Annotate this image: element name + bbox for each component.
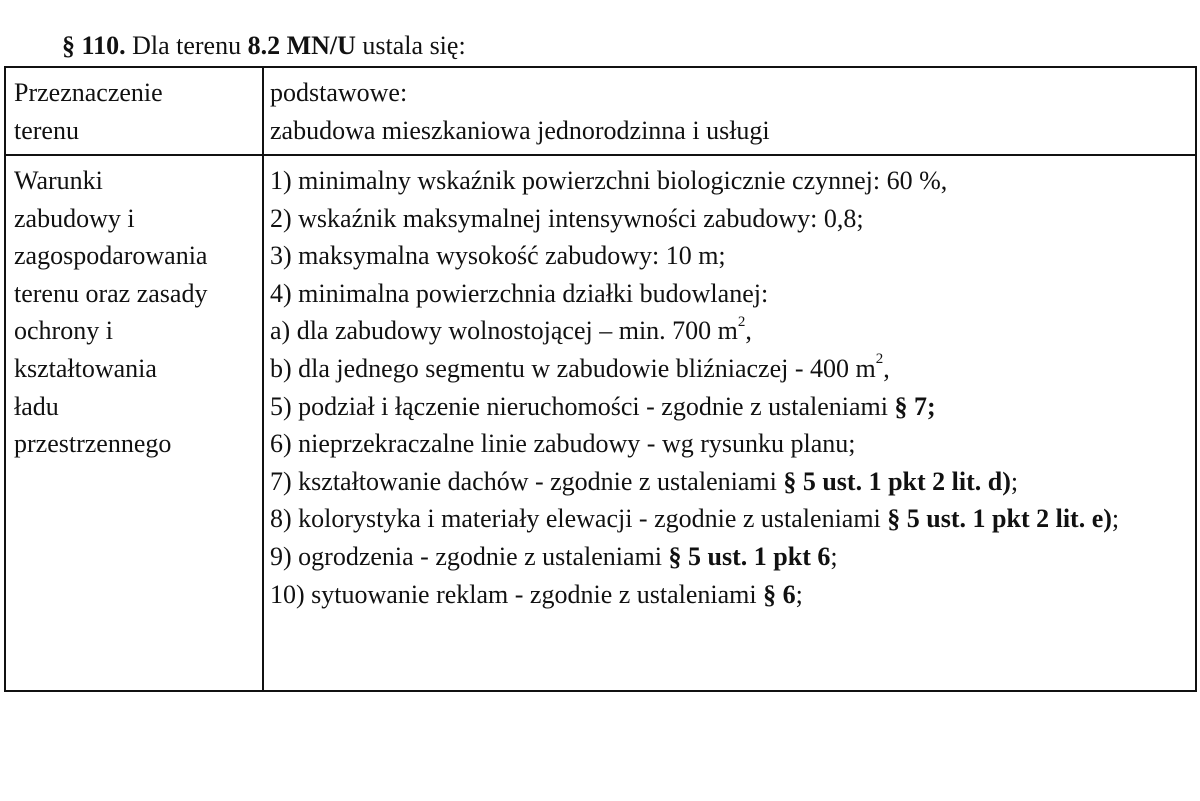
label-line: zabudowy i	[14, 203, 135, 233]
item-end: ;	[1010, 466, 1019, 496]
item-text: b) dla jednego segmentu w zabudowie bliźniaczej - 400 m	[270, 353, 876, 383]
item-end: ;	[830, 541, 838, 571]
label-line: zagospodarowania	[14, 241, 208, 271]
content-cell-development-conditions	[263, 155, 1196, 691]
section-heading	[62, 28, 466, 64]
item-min-plot-area: 4) minimalna powierzchnia działki budowlanej:	[270, 278, 769, 308]
item-roof-shaping	[270, 463, 1191, 501]
superscript: 2	[737, 313, 746, 330]
item-text: 7) kształtowanie dachów - zgodnie z ustaleniami	[270, 466, 784, 496]
item-end: ,	[745, 316, 752, 346]
label-cell-development-conditions	[5, 155, 263, 691]
item-text: 5) podział i łączenie nieruchomości - zgodnie z ustaleniami	[270, 391, 895, 421]
item-text: 9) ogrodzenia - zgodnie z ustaleniami	[270, 541, 669, 571]
item-reference: § 5 ust. 1 pkt 2 lit. d)	[783, 466, 1011, 496]
label-line: terenu oraz zasady	[14, 278, 208, 308]
section-number: § 110.	[62, 31, 126, 60]
label-cell-land-use	[5, 67, 263, 155]
item-reference: § 5 ust. 1 pkt 2 lit. e)	[887, 504, 1112, 534]
item-text: 8) kolorystyka i materiały elewacji - zgodnie z ustaleniami	[270, 504, 888, 534]
regulations-table	[4, 66, 1197, 692]
item-end: ,	[883, 353, 890, 383]
item-semi-detached-min-area	[270, 350, 1191, 388]
content-cell-land-use	[263, 67, 1196, 155]
label-line: ładu	[14, 391, 59, 421]
area-code: 8.2 MN/U	[247, 31, 356, 60]
land-use-type: podstawowe:	[270, 78, 408, 107]
item-building-lines: 6) nieprzekraczalne linie zabudowy - wg rysunku planu;	[270, 429, 856, 459]
item-biologically-active-area: 1) minimalny wskaźnik powierzchni biologicznie czynnej: 60 %,	[270, 166, 948, 195]
superscript: 2	[875, 351, 884, 368]
land-use-description: zabudowa mieszkaniowa jednorodzinna i usługi	[270, 115, 770, 145]
heading-text-after: ustala się:	[355, 31, 466, 60]
item-text: 10) sytuowanie reklam - zgodnie z ustaleniami	[270, 579, 764, 609]
item-intensity-index: 2) wskaźnik maksymalnej intensywności zabudowy: 0,8;	[270, 203, 864, 233]
item-max-height: 3) maksymalna wysokość zabudowy: 10 m;	[270, 241, 726, 271]
item-end: ;	[1111, 504, 1120, 534]
item-fencing	[270, 538, 1191, 576]
label-line: terenu	[14, 115, 79, 145]
item-end: ;	[795, 579, 803, 609]
item-reference: § 6	[763, 579, 796, 609]
item-reference: § 5 ust. 1 pkt 6	[668, 541, 831, 571]
label-line: ochrony i	[14, 316, 113, 346]
label-line: Przeznaczenie	[14, 78, 163, 107]
label-line: Warunki	[14, 166, 103, 195]
item-reference: § 7;	[894, 391, 936, 421]
item-detached-min-area	[270, 312, 1191, 350]
label-line: przestrzennego	[14, 429, 172, 459]
item-advertising	[270, 576, 1191, 614]
label-line: kształtowania	[14, 353, 157, 383]
table-row-development-conditions	[5, 155, 1196, 691]
table-row-land-use	[5, 67, 1196, 155]
item-property-division	[270, 388, 1191, 426]
item-facade-colors	[270, 500, 1191, 538]
heading-text-before: Dla terenu	[125, 31, 248, 60]
item-text: a) dla zabudowy wolnostojącej – min. 700 m	[270, 316, 738, 346]
